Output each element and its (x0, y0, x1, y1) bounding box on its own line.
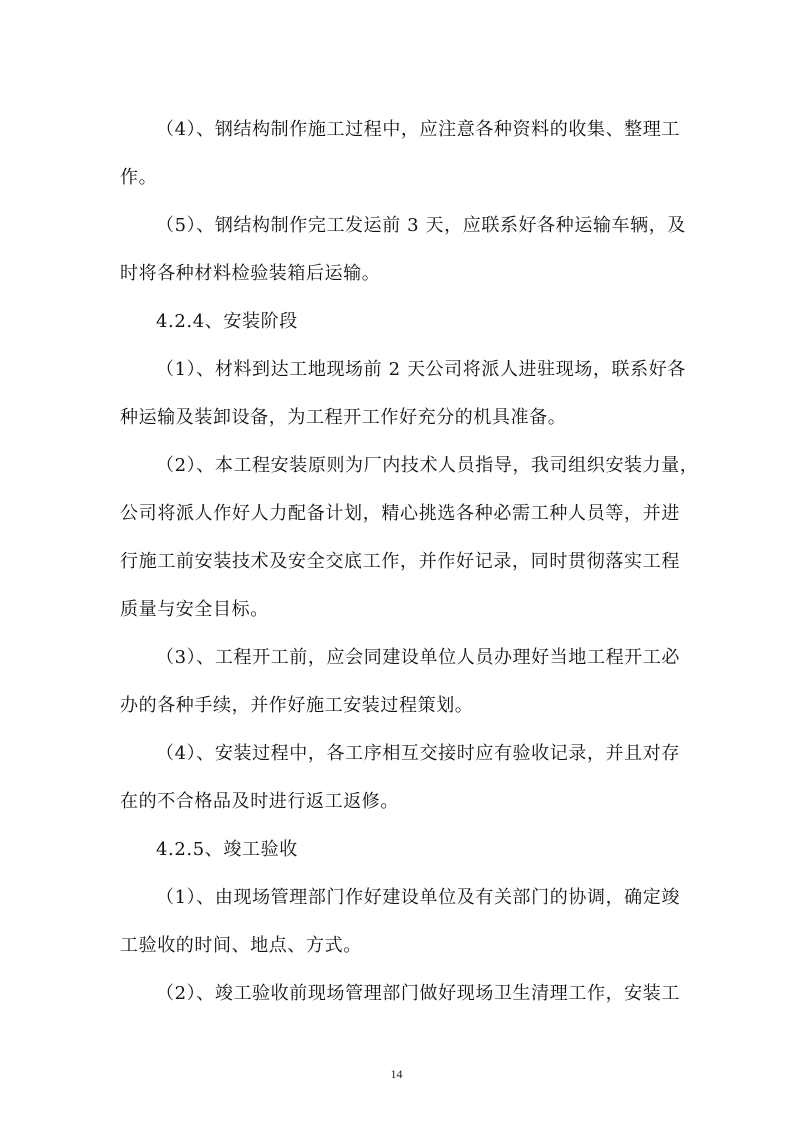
paragraph-line: （1）、材料到达工地现场前 2 天公司将派人进驻现场，联系好各 (156, 359, 686, 380)
paragraph-line: 种运输及装卸设备，为工程开工作好充分的机具准备。 (120, 407, 567, 428)
paragraph-line: （5）、钢结构制作完工发运前 3 天，应联系好各种运输车辆，及 (156, 215, 686, 236)
paragraph-line: （4）、安装过程中，各工序相互交接时应有验收记录，并且对存 (156, 743, 680, 764)
paragraph-line: 行施工前安装技术及安全交底工作，并作好记录，同时贯彻落实工程 (120, 551, 680, 572)
paragraph-line: （2）、竣工验收前现场管理部门做好现场卫生清理工作，安装工 (156, 983, 680, 1004)
page-number: 14 (390, 1067, 403, 1081)
paragraph-line: 公司将派人作好人力配备计划，精心挑选各种必需工种人员等，并进 (120, 503, 680, 524)
paragraph-line: 时将各种材料检验装箱后运输。 (120, 263, 381, 284)
paragraph-line: 办的各种手续，并作好施工安装过程策划。 (120, 695, 474, 716)
section-heading: 4.2.5、竣工验收 (156, 839, 298, 860)
paragraph-line: 作。 (120, 167, 158, 188)
paragraph-line: （1）、由现场管理部门作好建设单位及有关部门的协调，确定竣 (156, 887, 680, 908)
paragraph-line: （4）、钢结构制作施工过程中，应注意各种资料的收集、整理工 (156, 119, 680, 140)
paragraph-line: 工验收的时间、地点、方式。 (120, 935, 362, 956)
paragraph-line: （3）、工程开工前，应会同建设单位人员办理好当地工程开工必 (156, 647, 680, 668)
section-heading: 4.2.4、安装阶段 (156, 311, 298, 332)
paragraph-line: （2）、本工程安装原则为厂内技术人员指导，我司组织安装力量， (156, 455, 699, 476)
paragraph-line: 在的不合格品及时进行返工返修。 (120, 791, 399, 812)
paragraph-line: 质量与安全目标。 (120, 599, 269, 620)
